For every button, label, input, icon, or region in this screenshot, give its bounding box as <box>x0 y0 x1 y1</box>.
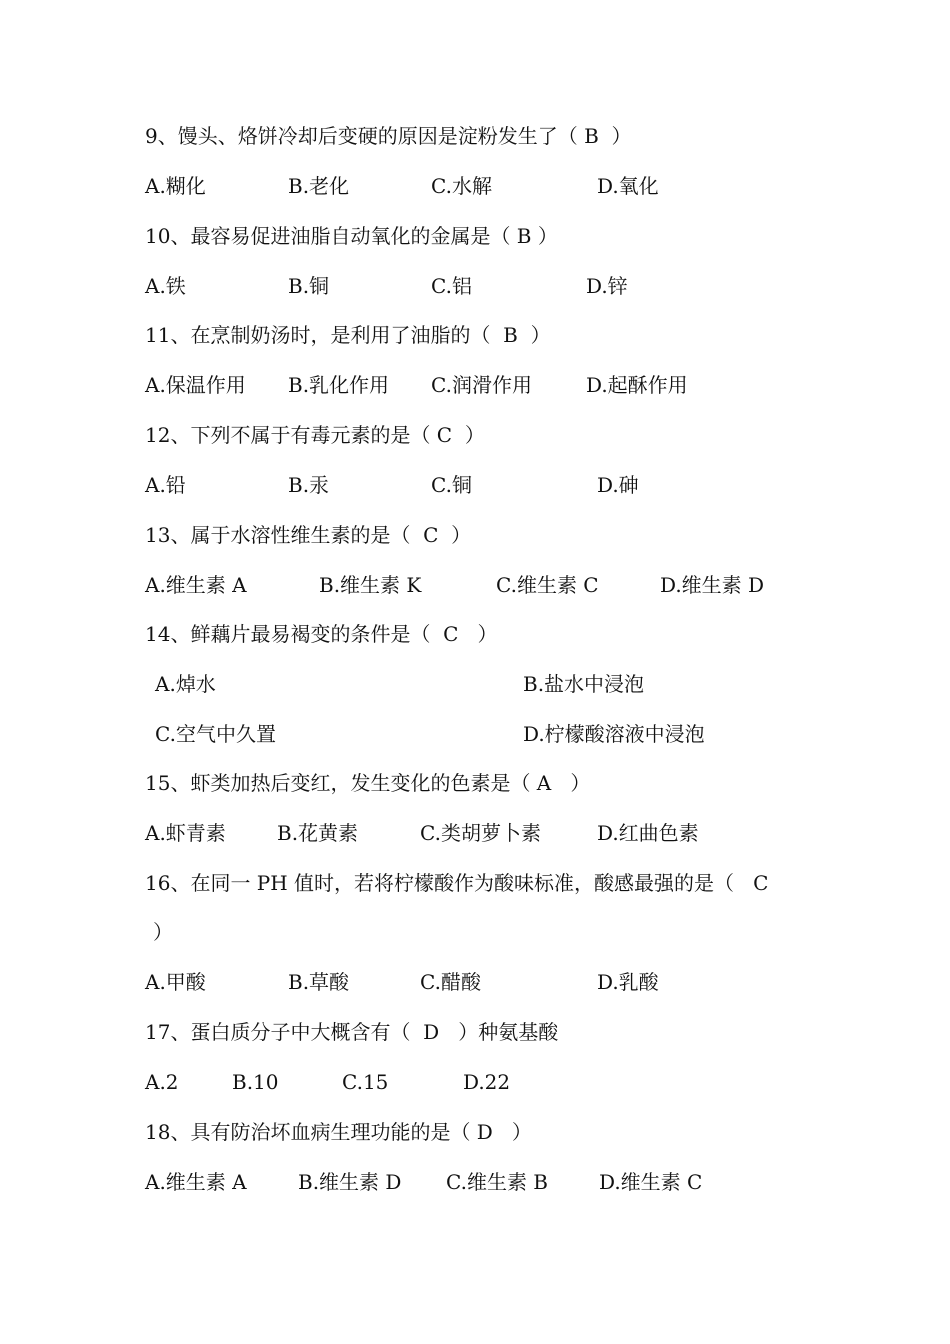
question-18-option-b: B.维生素 D <box>298 1170 402 1194</box>
question-16-stem: 16、在同一 PH 值时，若将柠檬酸作为酸味标准，酸感最强的是（ C <box>145 871 769 895</box>
question-9-option-c: C.水解 <box>431 174 492 198</box>
question-12-option-b: B.汞 <box>288 473 330 497</box>
question-17-option-c: C.15 <box>342 1070 389 1094</box>
question-18-option-a: A.维生素 A <box>145 1170 247 1194</box>
question-12-option-c: C.铜 <box>431 473 472 497</box>
question-13-stem: 13、属于水溶性维生素的是（ C ） <box>145 523 472 547</box>
question-15-option-d: D.红曲色素 <box>597 821 699 845</box>
question-15-option-a: A.虾青素 <box>145 821 226 845</box>
question-18-stem: 18、具有防治坏血病生理功能的是（ D ） <box>145 1120 532 1144</box>
question-12-stem: 12、下列不属于有毒元素的是（ C ） <box>145 423 485 447</box>
question-15-option-b: B.花黄素 <box>277 821 359 845</box>
question-16-stem-continued: ） <box>153 920 173 944</box>
question-9-stem: 9、馒头、烙饼冷却后变硬的原因是淀粉发生了（ B ） <box>145 124 632 148</box>
question-10-stem: 10、最容易促进油脂自动氧化的金属是（ B ） <box>145 224 558 248</box>
question-18-option-c: C.维生素 B <box>446 1170 549 1194</box>
question-12-option-a: A.铅 <box>145 473 186 497</box>
question-16-option-d: D.乳酸 <box>597 970 659 994</box>
question-17-option-b: B.10 <box>232 1070 279 1094</box>
question-14-stem: 14、鲜藕片最易褐变的条件是（ C ） <box>145 622 498 646</box>
question-16-option-b: B.草酸 <box>288 970 350 994</box>
question-16-option-c: C.醋酸 <box>420 970 481 994</box>
question-13-option-a: A.维生素 A <box>145 573 247 597</box>
question-14-option-d: D.柠檬酸溶液中浸泡 <box>523 722 705 746</box>
question-14-option-b: B.盐水中浸泡 <box>523 672 645 696</box>
question-9-option-d: D.氧化 <box>597 174 659 198</box>
question-15-option-c: C.类胡萝卜素 <box>420 821 541 845</box>
question-10-option-d: D.锌 <box>586 274 628 298</box>
question-13-option-b: B.维生素 K <box>319 573 422 597</box>
question-17-option-d: D.22 <box>463 1070 511 1094</box>
question-10-option-c: C.铝 <box>431 274 472 298</box>
question-18-option-d: D.维生素 C <box>599 1170 703 1194</box>
question-11-stem: 11、在烹制奶汤时，是利用了油脂的（ B ） <box>145 323 551 347</box>
question-11-option-d: D.起酥作用 <box>586 373 688 397</box>
question-17-option-a: A.2 <box>145 1070 179 1094</box>
question-11-option-a: A.保温作用 <box>145 373 246 397</box>
question-10-option-b: B.铜 <box>288 274 330 298</box>
question-11-option-c: C.润滑作用 <box>431 373 532 397</box>
question-10-option-a: A.铁 <box>145 274 186 298</box>
question-16-option-a: A.甲酸 <box>145 970 206 994</box>
question-17-stem: 17、蛋白质分子中大概含有（ D ）种氨基酸 <box>145 1020 559 1044</box>
question-14-option-a: A.焯水 <box>155 672 216 696</box>
question-9-option-b: B.老化 <box>288 174 350 198</box>
question-15-stem: 15、虾类加热后变红，发生变化的色素是（ A ） <box>145 771 591 795</box>
question-11-option-b: B.乳化作用 <box>288 373 390 397</box>
question-9-option-a: A.糊化 <box>145 174 206 198</box>
question-12-option-d: D.砷 <box>597 473 639 497</box>
question-14-option-c: C.空气中久置 <box>155 722 276 746</box>
question-13-option-c: C.维生素 C <box>496 573 599 597</box>
question-13-option-d: D.维生素 D <box>660 573 765 597</box>
